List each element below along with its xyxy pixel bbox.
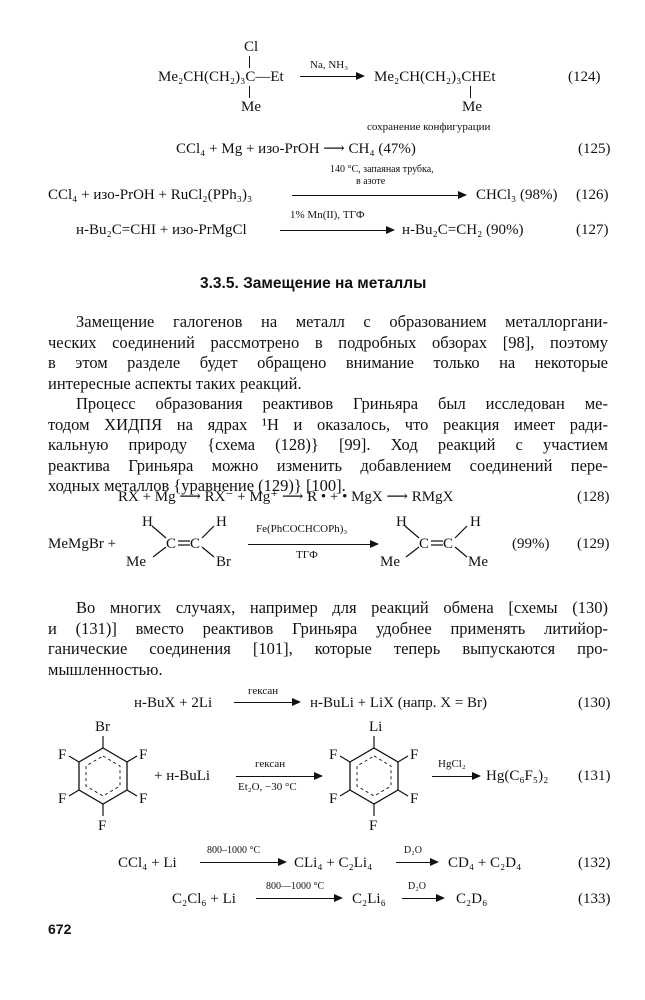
carbon-label: C	[443, 536, 454, 552]
equation-number: (128)	[577, 489, 610, 505]
reagent-d2o: D₂O	[408, 881, 426, 892]
reagent-hgcl2: HgCl₂	[438, 758, 466, 770]
methyl-label: Me	[241, 99, 261, 115]
paragraph-line: в этом разделе будет обращено внимание только на некоторые	[48, 353, 608, 372]
arrowhead	[334, 894, 343, 902]
bromine-label: Br	[95, 719, 110, 735]
reactant-127: н-Bu₂C=CHI + изо-PrMgCl	[76, 222, 247, 238]
paragraph-line: ганические соединения [101], которые теперь выпускаются про-	[48, 639, 608, 658]
hydrogen-label: H	[142, 514, 153, 530]
arrowhead	[430, 858, 439, 866]
arrowhead	[314, 772, 323, 780]
solvent-131: гексан	[255, 758, 286, 770]
product-127: н-Bu₂C=CH₂ (90%)	[402, 222, 524, 238]
fluorine-label: F	[139, 747, 148, 763]
reaction-arrow	[256, 898, 336, 899]
methyl-label: Me	[462, 99, 482, 115]
carbon-label: C	[166, 536, 177, 552]
product-130: н-BuLi + LiX (напр. X = Br)	[310, 695, 488, 711]
product-131: Hg(C₆F₅)₂	[486, 768, 549, 784]
page-number: 672	[48, 921, 72, 937]
condition-126a: 140 °С, запаяная трубка,	[330, 164, 434, 175]
methyl-label: Me	[468, 554, 488, 570]
reactant-132: CCl₄ + Li	[118, 855, 177, 871]
condition-132a: 800–1000 °C	[207, 845, 261, 856]
reactant-130: н-BuX + 2Li	[134, 695, 213, 711]
equation-number: (132)	[578, 855, 611, 871]
arrowhead	[278, 858, 287, 866]
chlorine-label: Cl	[244, 39, 259, 55]
arrowhead	[436, 894, 445, 902]
equation-number: (131)	[578, 768, 611, 784]
condition-131: Et₂O, −30 °C	[238, 781, 297, 793]
section-heading: 3.3.5. Замещение на металлы	[200, 275, 427, 292]
carbon-label: C	[190, 536, 201, 552]
product-133: C₂D₆	[456, 891, 488, 907]
arrowhead	[472, 772, 481, 780]
fluorine-label: F	[329, 747, 338, 763]
reaction-arrow	[432, 776, 474, 777]
reaction-arrow	[236, 776, 316, 777]
product-126: CHCl₃ (98%)	[476, 187, 558, 203]
reagent-131: + н-BuLi	[154, 768, 211, 784]
condition-127: 1% Mn(II), ТГФ	[290, 209, 365, 221]
lithium-label: Li	[369, 719, 383, 735]
configuration-note: сохранение конфигурации	[367, 121, 491, 133]
hydrogen-label: H	[216, 514, 227, 530]
equation-number: (126)	[576, 187, 609, 203]
paragraph-line: тодом ХИДПЯ на ядрах ¹H и оказалось, что реакция имеет ради-	[48, 414, 608, 434]
catalyst-129: Fe(PhCOCHCOPh)₃	[256, 523, 348, 535]
paragraph-line: мышленностью.	[48, 659, 163, 679]
fluorine-label: F	[410, 747, 419, 763]
reaction-arrow	[200, 862, 280, 863]
equation-number: (130)	[578, 695, 611, 711]
paragraph-line: ходных металлов {уравнение (129)} [100].	[48, 476, 346, 495]
paragraph-line: Процесс образования реактивов Гриньяра был исследован ме-	[76, 394, 608, 413]
carbon-label: C	[419, 536, 430, 552]
fluorine-label: F	[369, 818, 378, 834]
reactant-129: MeMgBr +	[48, 536, 117, 552]
fluorine-label: F	[329, 791, 338, 807]
equation-number: (129)	[577, 536, 610, 552]
reagent-d2o: D₂O	[404, 845, 422, 856]
condition-133a: 800—1000 °C	[266, 881, 325, 892]
paragraph-line: интересные аспекты таких реакций.	[48, 373, 302, 393]
intermediate-133: C₂Li₆	[352, 891, 386, 907]
paragraph-line: Замещение галогенов на металл с образованием металлоргани-	[76, 312, 608, 331]
equation-number: (133)	[578, 891, 611, 907]
paragraph-line: Во многих случаях, например для реакций обмена [схемы (130)	[76, 598, 608, 617]
reactant-133: C₂Cl₆ + Li	[172, 891, 236, 907]
solvent-130: гексан	[248, 685, 279, 697]
fluorine-label: F	[58, 791, 67, 807]
reaction-arrow	[396, 862, 432, 863]
fluorine-label: F	[139, 791, 148, 807]
hydrogen-label: H	[470, 514, 481, 530]
equation-number: (124)	[568, 69, 601, 85]
reactant-126: CCl₄ + изо-PrOH + RuCl₂(PPh₃)₃	[48, 187, 253, 203]
solvent-129: ТГФ	[296, 549, 318, 561]
bromine-label: Br	[216, 554, 231, 570]
paragraph-line: кальную природу {схема (128)} [99]. Ход реакций с участием	[48, 435, 608, 454]
reagent-124: Na, NH₃	[310, 59, 349, 71]
equation-125: CCl₄ + Mg + изо-PrOH ⟶ CH₄ (47%)	[176, 141, 416, 157]
product-124: Me₂CH(CH₂)₃CHEt	[374, 69, 496, 85]
hydrogen-label: H	[396, 514, 407, 530]
reactant-124: Me₂CH(CH₂)₃C—Et	[158, 69, 284, 85]
intermediate-132: CLi₄ + C₂Li₄	[294, 855, 373, 871]
methyl-label: Me	[126, 554, 146, 570]
methyl-label: Me	[380, 554, 400, 570]
paragraph-line: ческих соединений рассмотрено в подробных обзорах [98], поэтому	[48, 332, 608, 352]
equation-128: RX + Mg ⟶ RX⁻ + Mg⁺ ⟶ R • + • MgX ⟶ RMgX	[118, 489, 454, 505]
equation-number: (125)	[578, 141, 611, 157]
fluorine-label: F	[98, 818, 107, 834]
condition-126b: в азоте	[356, 176, 386, 187]
yield-129: (99%)	[512, 536, 550, 552]
paragraph-line: и (131)] вместо реактивов Гриньяра удобнее применять литийор-	[48, 618, 608, 638]
product-132: CD₄ + C₂D₄	[448, 855, 522, 871]
equation-number: (127)	[576, 222, 609, 238]
reaction-arrow	[402, 898, 438, 899]
fluorine-label: F	[410, 791, 419, 807]
fluorine-label: F	[58, 747, 67, 763]
paragraph-line: реактива Гриньяра можно изменить добавлением соединений пере-	[48, 455, 608, 475]
